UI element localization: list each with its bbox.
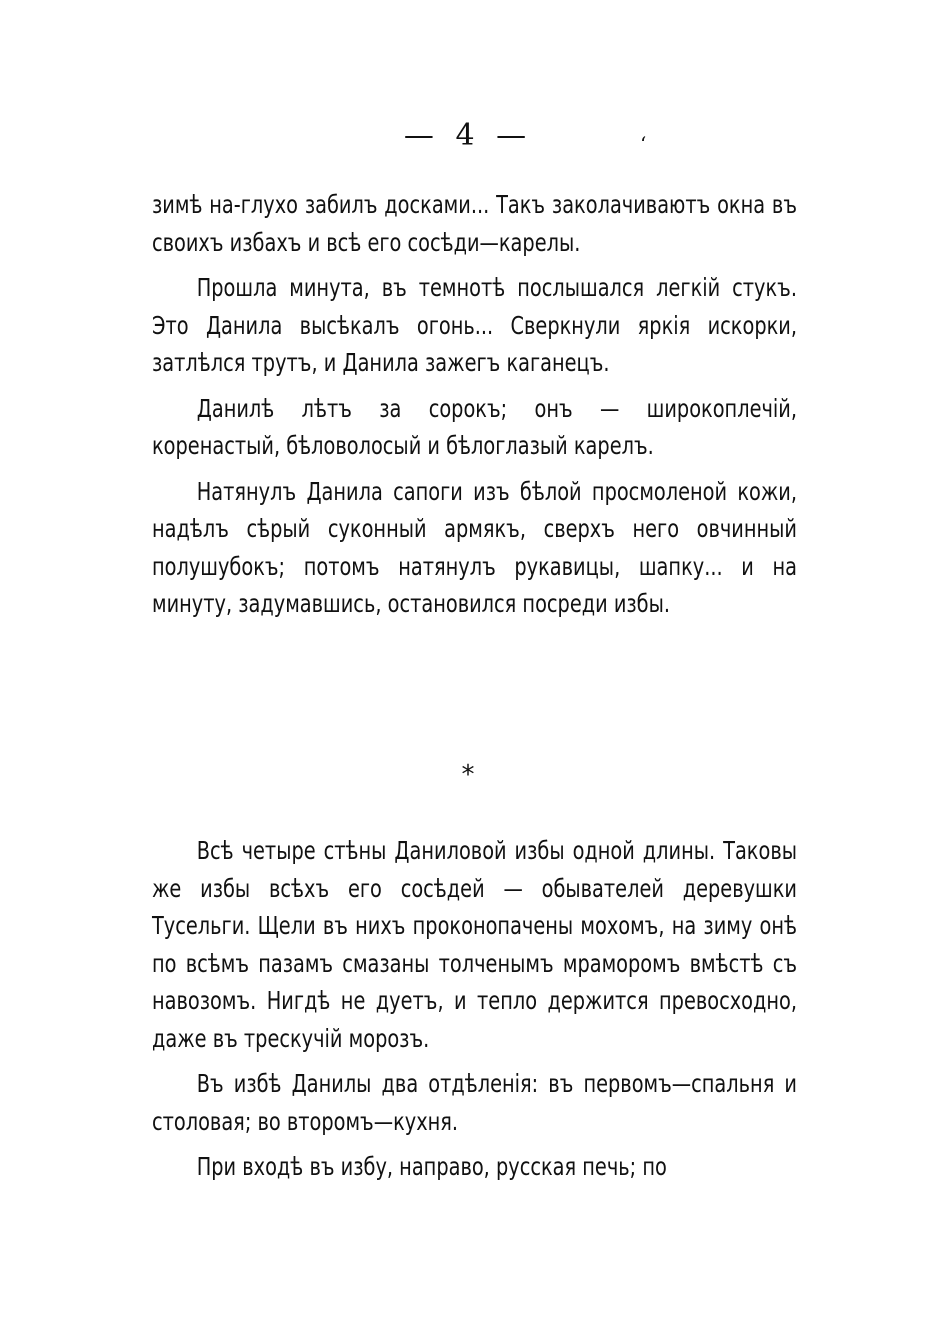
paragraph: Въ избѣ Данилы два отдѣленія: въ первомъ—спальня и столовая; во второмъ—кухня.: [152, 1069, 798, 1136]
text-block-top: [152, 186, 798, 623]
ink-speck: ʻ: [640, 132, 647, 156]
paragraph: Всѣ четыре стѣны Даниловой избы одной длины. Таковы же избы всѣхъ его сосѣдей — обывателей деревушки Тусельги. Щели въ нихъ проконопачены мохомъ, на зиму онѣ по всѣмъ пазамъ смазаны толченымъ мраморомъ вмѣстѣ съ навозомъ. Нигдѣ не дуетъ, и тепло держится превосходно, даже въ трескучій морозъ.: [152, 836, 798, 1053]
paragraph: Данилѣ лѣтъ за сорокъ; онъ — широкоплечій, коренастый, бѣловолосый и бѣлоглазый карелъ.: [152, 393, 798, 460]
text-block-bottom: [152, 832, 798, 1186]
paragraph: Натянулъ Данила сапоги изъ бѣлой просмоленой кожи, надѣлъ сѣрый суконный армякъ, сверхъ него овчинный полушубокъ; потомъ натянулъ рукавицы, шапку... и на минуту, задумавшись, остановился посреди избы.: [152, 476, 798, 618]
page-number: — 4 —: [403, 118, 533, 153]
paragraph: Прошла минута, въ темнотѣ послышался легкій стукъ. Это Данила высѣкалъ огонь... Сверкнули яркія искорки, затлѣлся трутъ, и Данила зажегъ каганецъ.: [152, 273, 798, 377]
paragraph-continuation: зимѣ на-глухо забилъ досками... Такъ заколачиваютъ окна въ своихъ избахъ и всѣ его сосѣди—карелы.: [152, 190, 797, 257]
section-break-asterisk: *: [461, 760, 475, 790]
paragraph: При входѣ въ избу, направо, русская печь; по: [196, 1152, 667, 1181]
